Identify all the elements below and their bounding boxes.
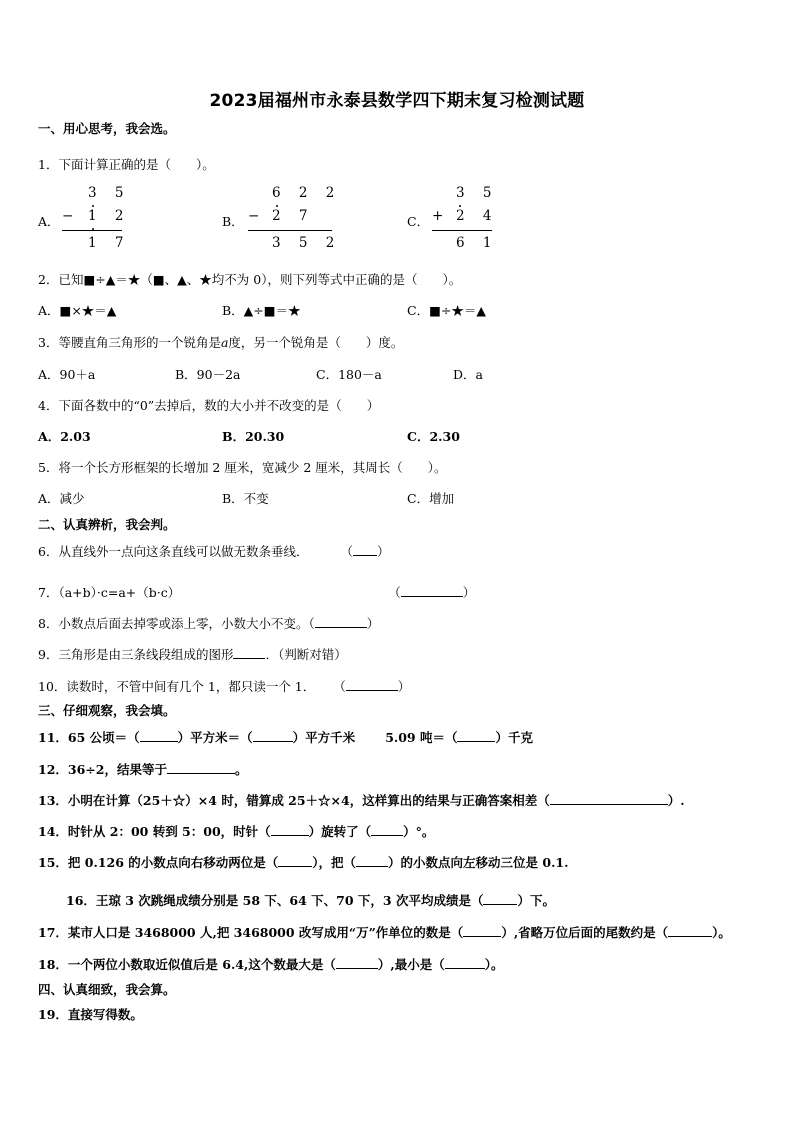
q16-part-2: ）下。 bbox=[517, 893, 555, 908]
q10-text: 10．读数时，不管中间有几个 1，都只读一个 1． bbox=[38, 679, 316, 694]
q15-part-2: ），把（ bbox=[312, 855, 357, 870]
q6-answer-blank[interactable] bbox=[353, 543, 377, 556]
q7-answer-blank[interactable] bbox=[401, 584, 463, 597]
q14-blank-1[interactable] bbox=[271, 823, 309, 836]
q14-part-3: ）°。 bbox=[403, 824, 435, 839]
q1-c-top: 3 5 bbox=[456, 185, 499, 201]
q13-paren-right: ）. bbox=[667, 793, 685, 808]
q18-part-3: ）。 bbox=[484, 957, 504, 972]
question-12 bbox=[38, 761, 247, 778]
question-16 bbox=[66, 892, 555, 909]
question-14 bbox=[38, 823, 434, 840]
q17-part-3: ）。 bbox=[712, 925, 731, 940]
q1-c-rule bbox=[432, 230, 492, 231]
section-1-heading: 一、用心思考，我会选。 bbox=[38, 121, 176, 136]
q2-option-c: C．■÷★＝▲ bbox=[407, 303, 486, 318]
question-4: 4．下面各数中的“0”去掉后，数的大小并不改变的是（ ） bbox=[38, 398, 380, 413]
q12-answer-blank[interactable] bbox=[167, 761, 235, 774]
q14-part-1: 14．时针从 2：00 转到 5：00，时针（ bbox=[38, 824, 271, 839]
q1-option-c-label: C． bbox=[407, 214, 430, 229]
q15-blank-1[interactable] bbox=[278, 854, 312, 867]
q17-part-2: ）,省略万位后面的尾数约是（ bbox=[501, 925, 669, 940]
q8-paren-right: ） bbox=[366, 616, 380, 631]
q4-option-c: C．2.30 bbox=[407, 429, 460, 444]
q1-c-carry-dot bbox=[459, 205, 461, 207]
q17-blank-2[interactable] bbox=[668, 924, 712, 937]
question-17 bbox=[38, 924, 731, 941]
q1-a-rule bbox=[62, 230, 122, 231]
q1-a-middle: 1 2 bbox=[88, 208, 131, 224]
q9-text-after: ．（判断对错） bbox=[265, 647, 347, 662]
q17-part-1: 17．某市人口是 3468000 人,把 3468000 改写成用“万”作单位的数是（ bbox=[38, 925, 464, 940]
q1-a-top: 3 5 bbox=[88, 185, 131, 201]
q2-option-a: A．■×★＝▲ bbox=[38, 303, 117, 318]
q1-a-borrow-dot-2 bbox=[92, 228, 94, 230]
q11-part-3: ）平方千米 bbox=[292, 730, 356, 745]
question-15 bbox=[38, 854, 568, 871]
q3-option-d: D．a bbox=[453, 367, 483, 382]
q10-answer-blank[interactable] bbox=[346, 678, 398, 691]
q18-blank-2[interactable] bbox=[445, 956, 485, 969]
q3-text-after: 度，另一个锐角是（ ）度。 bbox=[228, 335, 404, 350]
q14-blank-2[interactable] bbox=[371, 823, 403, 836]
q15-part-1: 15．把 0.126 的小数点向右移动两位是（ bbox=[38, 855, 279, 870]
question-11 bbox=[38, 729, 533, 746]
q3-option-b: B．90－2a bbox=[175, 367, 241, 382]
q2-option-b: B．▲÷■＝★ bbox=[222, 303, 301, 318]
q3-option-a: A．90＋a bbox=[38, 367, 96, 382]
q7-paren-right: ） bbox=[462, 585, 476, 600]
q6-paren-right: ） bbox=[376, 544, 390, 559]
question-7 bbox=[38, 584, 475, 601]
q18-part-2: ）,最小是（ bbox=[377, 957, 445, 972]
question-8 bbox=[38, 615, 379, 632]
q15-part-3: ）的小数点向左移动三位是 0.1. bbox=[388, 855, 569, 870]
q4-option-b: B．20.30 bbox=[222, 429, 285, 444]
q7-text: 7．（a+b）·c=a+（b·c） bbox=[38, 585, 181, 600]
q1-a-result: 1 7 bbox=[88, 235, 131, 251]
q1-a-borrow-dot bbox=[92, 205, 94, 207]
q1-b-borrow-dot bbox=[276, 205, 278, 207]
q1-b-top: 6 2 2 bbox=[272, 185, 342, 201]
q1-a-operator: − bbox=[62, 208, 81, 224]
q1-c-middle: 2 4 bbox=[456, 208, 499, 224]
q12-text-before: 12．36÷2，结果等于 bbox=[38, 762, 167, 777]
q11-blank-2[interactable] bbox=[253, 729, 293, 742]
q3-option-c: C．180－a bbox=[316, 367, 382, 382]
q13-answer-blank[interactable] bbox=[550, 792, 668, 805]
question-5: 5．将一个长方形框架的长增加 2 厘米，宽减少 2 厘米，其周长（ ）。 bbox=[38, 460, 447, 475]
question-1: 1．下面计算正确的是（ ）。 bbox=[38, 157, 215, 172]
question-19: 19．直接写得数。 bbox=[38, 1007, 143, 1022]
question-9 bbox=[38, 646, 347, 663]
q1-c-operator: + bbox=[432, 208, 451, 224]
q17-blank-1[interactable] bbox=[463, 924, 501, 937]
q1-option-b-label: B． bbox=[222, 214, 244, 229]
q6-text: 6．从直线外一点向这条直线可以做无数条垂线． bbox=[38, 544, 309, 559]
q15-blank-2[interactable] bbox=[356, 854, 388, 867]
q3-variable: a bbox=[220, 335, 229, 350]
question-10 bbox=[38, 678, 410, 695]
q16-blank-1[interactable] bbox=[483, 892, 517, 905]
section-4-heading: 四、认真细致，我会算。 bbox=[38, 982, 176, 997]
question-2: 2．已知■÷▲＝★（■、▲、★均不为 0），则下列等式中正确的是（ ）。 bbox=[38, 272, 462, 287]
q3-text-before: 3．等腰直角三角形的一个锐角是 bbox=[38, 335, 221, 350]
q1-b-result: 3 5 2 bbox=[272, 235, 342, 251]
q18-part-1: 18．一个两位小数取近似值后是 6.4,这个数最大是（ bbox=[38, 957, 336, 972]
q1-b-middle: 2 7 bbox=[272, 208, 315, 224]
q1-b-operator: − bbox=[248, 208, 267, 224]
q11-part-1: 11．65 公顷＝（ bbox=[38, 730, 140, 745]
q16-part-1: 16．王琼 3 次跳绳成绩分别是 58 下、64 下、70 下，3 次平均成绩是（ bbox=[66, 893, 484, 908]
question-13 bbox=[38, 792, 685, 809]
question-6 bbox=[38, 543, 390, 560]
section-2-heading: 二、认真辨析，我会判。 bbox=[38, 517, 176, 532]
q13-text: 13．小明在计算（25＋☆）×4 时，错算成 25＋☆×4，这样算出的结果与正确答案相差（ bbox=[38, 793, 550, 808]
q4-option-a: A．2.03 bbox=[38, 429, 91, 444]
q1-option-a-label: A． bbox=[38, 214, 60, 229]
q11-blank-1[interactable] bbox=[140, 729, 178, 742]
q11-blank-3[interactable] bbox=[457, 729, 495, 742]
q14-part-2: ）旋转了（ bbox=[308, 824, 372, 839]
q18-blank-1[interactable] bbox=[336, 956, 378, 969]
q9-answer-blank[interactable] bbox=[233, 646, 265, 659]
q1-c-result: 6 1 bbox=[456, 235, 499, 251]
section-3-heading: 三、仔细观察，我会填。 bbox=[38, 703, 176, 718]
q11-part-4: 5.09 吨＝（ bbox=[385, 730, 458, 745]
q9-text-before: 9．三角形是由三条线段组成的图形 bbox=[38, 647, 234, 662]
page-title: 2023届福州市永泰县数学四下期末复习检测试题 bbox=[209, 91, 585, 111]
q6-paren-left: （ bbox=[340, 544, 353, 559]
q8-answer-blank[interactable] bbox=[315, 615, 367, 628]
q5-option-c: C．增加 bbox=[407, 491, 455, 506]
q10-paren-right: ） bbox=[397, 679, 411, 694]
q5-option-a: A．减少 bbox=[38, 491, 85, 506]
q1-b-rule bbox=[248, 230, 332, 231]
q10-paren-left: （ bbox=[333, 679, 346, 694]
question-18 bbox=[38, 956, 503, 973]
q8-text: 8．小数点后面去掉零或添上零，小数大小不变。（ bbox=[38, 616, 315, 631]
question-3 bbox=[38, 335, 403, 351]
q11-part-5: ）千克 bbox=[495, 730, 533, 745]
q11-part-2: ）平方米＝（ bbox=[177, 730, 253, 745]
q7-paren-left: （ bbox=[388, 585, 401, 600]
q12-text-after: 。 bbox=[234, 762, 248, 777]
q5-option-b: B．不变 bbox=[222, 491, 269, 506]
